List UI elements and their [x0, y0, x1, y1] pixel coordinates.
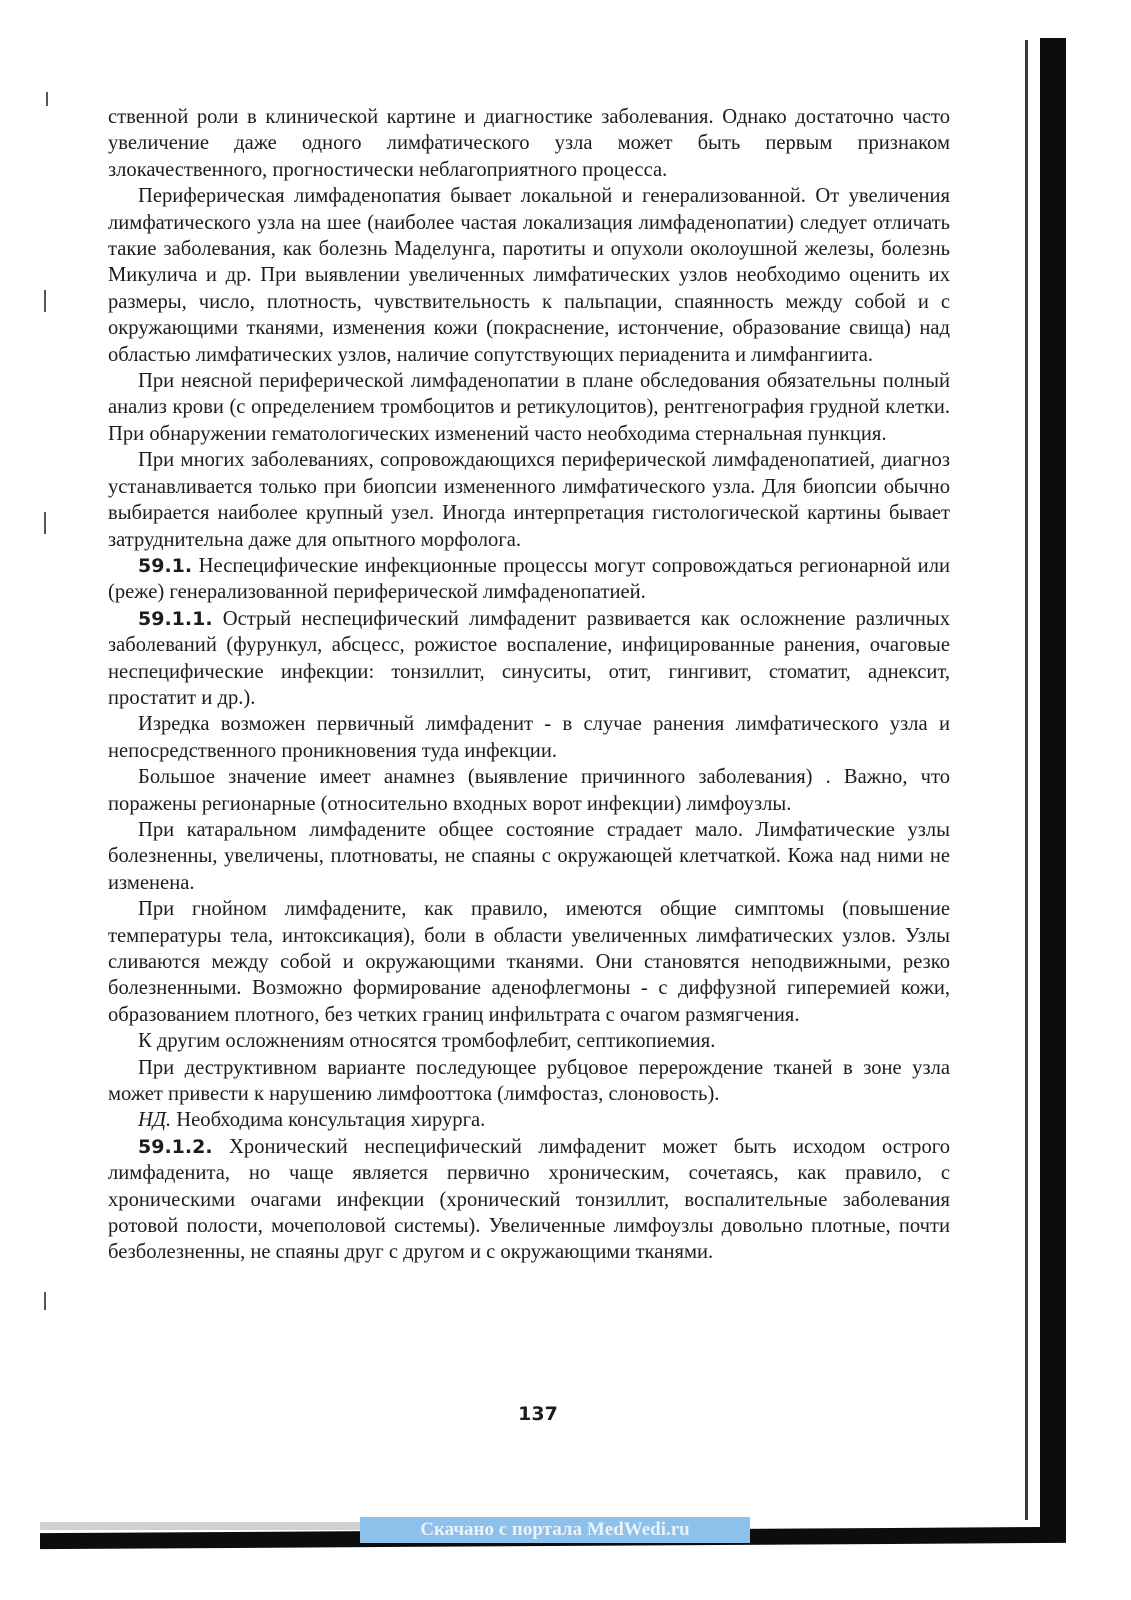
paragraph-text: Большое значение имеет анамнез (выявление причинного заболевания) . Важно, что поражены регионарные (относительно входных ворот инфекции) лимфоузлы.: [108, 766, 950, 815]
paragraph: [108, 896, 950, 1028]
scan-edge-bottom-fade: [40, 1522, 370, 1530]
section-number: 59.1.: [138, 554, 193, 577]
paragraph-text: Необходима консультация хирурга.: [171, 1109, 486, 1132]
paragraph: [108, 447, 950, 553]
paragraph: [108, 1028, 950, 1054]
paragraph-text: Острый неспецифический лимфаденит развивается как осложнение различных заболеваний (фурункул, абсцесс, рожистое воспаление, инфицированные ранения, очаговые неспецифические инфекции: тонзиллит, синуситы, отит, гингивит, стоматит, аднексит, простатит и др.).: [108, 607, 950, 709]
paragraph: [108, 1107, 950, 1133]
margin-mark: [44, 512, 46, 534]
paragraph-text: ственной роли в клинической картине и диагностике заболевания. Однако достаточно часто увеличение даже одного лимфатического узла может быть первым признаком злокачественного, прогностически неблагоприятного процесса.: [108, 106, 950, 181]
paragraph-text: При гнойном лимфадените, как правило, имеются общие симптомы (повышение температуры тела, интоксикация), боли в области увеличенных лимфатических узлов. Узлы сливаются между собой и окружающими тканями. Они становятся неподвижными, резко болезненными. Возможно формирование аденофлегмоны - с диффузной гиперемией кожи, образованием плотного, без четких границ инфильтрата с очагом размягчения.: [108, 898, 950, 1026]
section-paragraph: [108, 553, 950, 606]
paragraph-text: К другим осложнениям относятся тромбофлебит, септикопиемия.: [138, 1030, 716, 1053]
paragraph-text: Хронический неспецифический лимфаденит может быть исходом острого лимфаденита, но чаще является первично хроническим, сочетаясь, как правило, с хроническими очагами инфекции (хронический тонзиллит, воспалительные заболевания ротовой полости, мочеполовой системы). Увеличенные лимфоузлы довольно плотные, почти безболезненны, не спаяны друг с другом и с окружающими тканями.: [108, 1135, 950, 1264]
paragraph: [108, 1055, 950, 1108]
section-paragraph: [108, 606, 950, 712]
paragraph-text: При катаральном лимфадените общее состояние страдает мало. Лимфатические узлы болезненны, увеличены, плотноваты, не спаяны с окружающей клетчаткой. Кожа над ними не изменена.: [108, 818, 950, 894]
watermark-link[interactable]: Скачано с портала MedWedi.ru: [360, 1517, 750, 1543]
scan-edge-right: [1040, 38, 1066, 1528]
margin-mark: [44, 290, 46, 312]
page-number: 137: [518, 1403, 558, 1425]
scan-edge-right-thin: [1025, 40, 1028, 1520]
section-number: 59.1.1.: [138, 607, 213, 630]
paragraph-text: Периферическая лимфаденопатия бывает локальной и генерализованной. От увеличения лимфатического узла на шее (наиболее частая локализация лимфаденопатии) следует отличать такие заболевания, как болезнь Маделунга, паротиты и опухоли околоушной железы, болезнь Микулича и др. При выявлении увеличенных лимфатических узлов необходимо оценить их размеры, число, плотность, чувствительность к пальпации, спаянность между собой и с окружающими тканями, изменения кожи (покраснение, истончение, образование свища) над областью лимфатических узлов, наличие сопутствующих периаденита и лимфангиита.: [108, 185, 950, 366]
paragraph: [108, 368, 950, 447]
paragraph: [108, 711, 950, 764]
paragraph-text: Изредка возможен первичный лимфаденит - в случае ранения лимфатического узла и непосредственного проникновения туда инфекции.: [108, 713, 950, 762]
abbreviation: НД.: [138, 1109, 172, 1132]
paragraph: [108, 183, 950, 368]
section-paragraph: [108, 1134, 950, 1266]
paragraph: [108, 817, 950, 896]
paragraph: [108, 764, 950, 817]
paragraph-text: При деструктивном варианте последующее рубцовое перерождение тканей в зоне узла может привести к нарушению лимфооттока (лимфостаз, слоновость).: [108, 1056, 950, 1106]
margin-mark: [46, 92, 48, 106]
paragraph: [108, 104, 950, 183]
margin-mark: [44, 1292, 46, 1310]
section-number: 59.1.2.: [138, 1135, 213, 1158]
paragraph-text: При неясной периферической лимфаденопатии в плане обследования обязательны полный анализ крови (с определением тромбоцитов и ретикулоцитов), рентгенография грудной клетки. При обнаружении гематологических изменений часто необходима стернальная пункция.: [108, 370, 950, 445]
paragraph-text: При многих заболеваниях, сопровождающихся периферической лимфаденопатией, диагноз устанавливается только при биопсии измененного лимфатического узла. Для биопсии обычно выбирается наиболее крупный узел. Иногда интерпретация гистологической картины бывает затруднительна даже для опытного морфолога.: [108, 449, 950, 551]
body-text: [108, 104, 950, 1266]
paragraph-text: Неспецифические инфекционные процессы могут сопровождаться регионарной или (реже) генерализованной периферической лимфаденопатией.: [108, 554, 950, 604]
